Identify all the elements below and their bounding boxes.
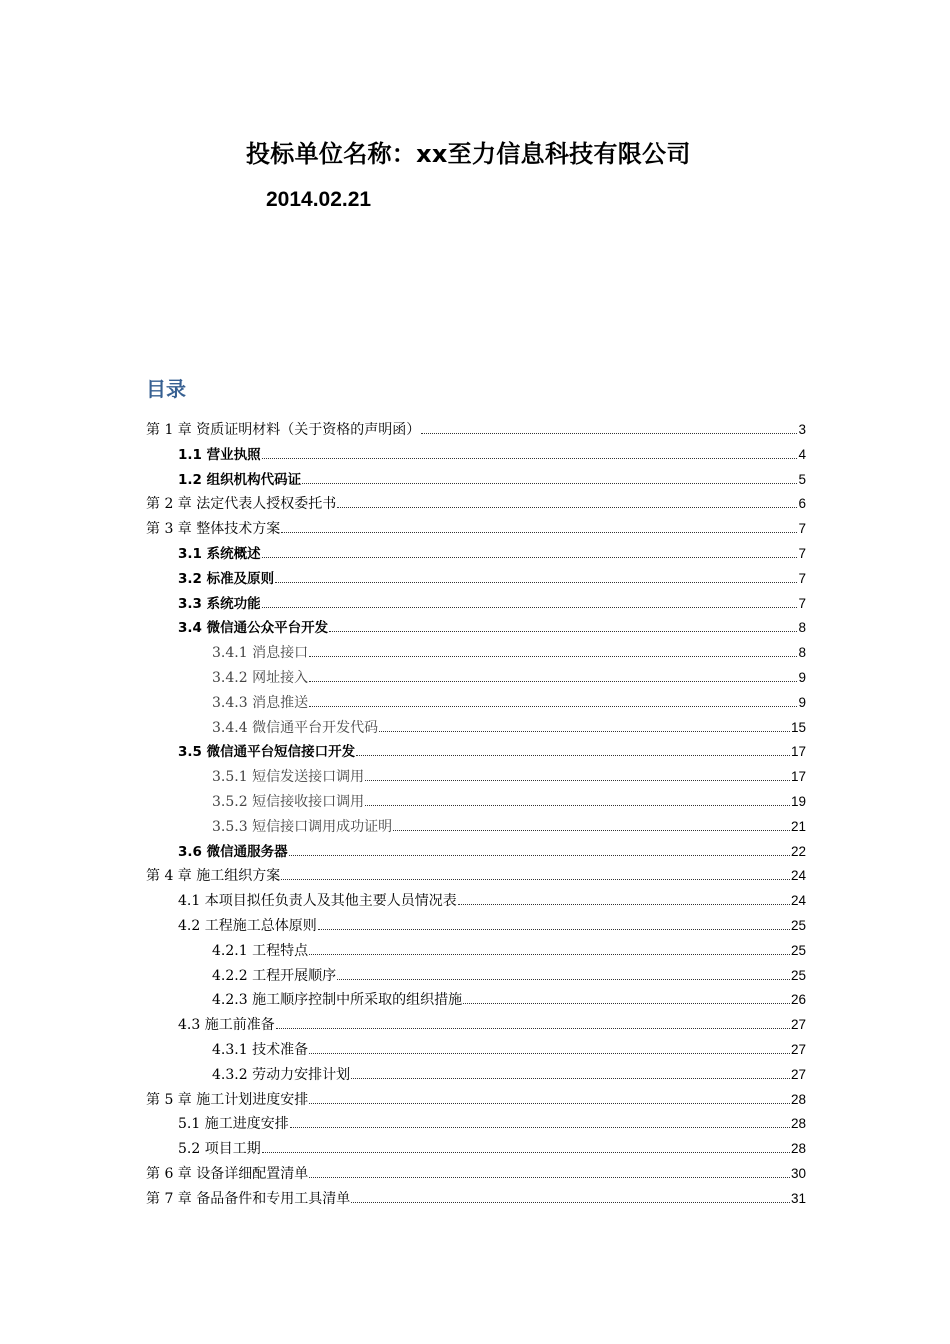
toc-page-number: 9 (798, 694, 806, 710)
toc-dot-leader (262, 590, 798, 608)
toc-dot-leader (281, 515, 797, 533)
toc-entry-title: 5.1 施工进度安排 (178, 1116, 289, 1133)
toc-page-number: 27 (790, 1042, 806, 1057)
toc-entry[interactable] (212, 937, 806, 961)
toc-dot-leader (318, 912, 790, 930)
toc-dot-leader (337, 490, 797, 508)
toc-page-number: 22 (790, 843, 806, 859)
toc-page-number: 25 (790, 942, 806, 958)
toc-dot-leader (309, 1086, 790, 1104)
toc-entry-title: 4.3 施工前准备 (178, 1017, 275, 1034)
toc-page-number: 19 (790, 794, 806, 809)
toc-entry-title: 4.2 工程施工总体原则 (178, 918, 317, 934)
toc-entry[interactable] (212, 689, 806, 713)
toc-page-number: 24 (790, 868, 806, 884)
toc-dot-leader (393, 813, 790, 831)
toc-page-number: 27 (790, 1066, 806, 1082)
toc-page-number: 25 (790, 967, 806, 983)
toc-page-number: 17 (790, 769, 806, 785)
toc-dot-leader (289, 838, 790, 856)
toc-dot-leader (351, 1185, 790, 1203)
toc-dot-leader (421, 416, 797, 434)
toc-entry-title: 第 2 章 法定代表人授权委托书 (146, 496, 337, 513)
toc-entry[interactable] (146, 1086, 806, 1110)
toc-entry[interactable] (146, 416, 806, 440)
toc-entry[interactable] (178, 738, 806, 762)
toc-entry-title: 4.2.2 工程开展顺序 (212, 967, 337, 984)
toc-entry-title: 4.2.1 工程特点 (212, 942, 309, 959)
toc-dot-leader (463, 986, 790, 1004)
toc-entry[interactable] (178, 887, 806, 911)
toc-entry[interactable] (212, 986, 806, 1010)
toc-dot-leader (329, 614, 797, 632)
toc-entry[interactable] (212, 962, 806, 986)
toc-dot-leader (262, 441, 798, 459)
toc-entry-title: 3.4.1 消息接口 (212, 645, 309, 662)
toc-entry-title: 1.1 营业执照 (178, 446, 261, 463)
toc-dot-leader (309, 639, 797, 657)
toc-page-number: 28 (790, 1116, 806, 1132)
toc-entry[interactable] (146, 862, 806, 886)
toc-dot-leader (365, 788, 790, 806)
toc-page-number: 7 (798, 570, 806, 586)
toc-entry[interactable] (146, 490, 806, 514)
toc-page-number: 15 (790, 719, 806, 735)
toc-dot-leader (365, 763, 790, 781)
toc-page-number: 25 (790, 918, 806, 933)
toc-entry-title: 3.4.3 消息推送 (212, 694, 309, 711)
toc-entry[interactable] (212, 763, 806, 787)
toc-page-number: 9 (798, 670, 806, 685)
toc-entry[interactable] (178, 1110, 806, 1134)
toc-dot-leader (281, 862, 790, 880)
toc-entry[interactable] (212, 1061, 806, 1085)
toc-entry[interactable] (212, 813, 806, 837)
toc-entry-title: 3.1 系统概述 (178, 546, 261, 562)
toc-entry[interactable] (178, 466, 806, 490)
toc-entry-title: 第 4 章 施工组织方案 (146, 868, 281, 885)
toc-dot-leader (309, 1036, 790, 1054)
toc-entry-title: 第 6 章 设备详细配置清单 (146, 1166, 309, 1182)
toc-entry-title: 3.4.4 微信通平台开发代码 (212, 719, 379, 736)
toc-dot-leader (302, 466, 797, 484)
toc-entry-title: 3.4 微信通公众平台开发 (178, 620, 329, 637)
toc-page-number: 3 (798, 422, 806, 437)
toc-page-number: 5 (798, 471, 806, 487)
toc-entry-title: 3.5.2 短信接收接口调用 (212, 794, 365, 810)
toc-entry-title: 4.2.3 施工顺序控制中所采取的组织措施 (212, 992, 463, 1009)
toc-entry[interactable] (212, 639, 806, 663)
toc-dot-leader (309, 664, 797, 682)
toc-heading: 目录 (146, 377, 186, 401)
toc-entry-title: 3.4.2 网址接入 (212, 670, 309, 686)
toc-entry[interactable] (178, 838, 806, 862)
toc-page-number: 21 (790, 818, 806, 834)
toc-entry-title: 第 7 章 备品备件和专用工具清单 (146, 1190, 351, 1207)
toc-page-number: 17 (790, 744, 806, 760)
toc-page-number: 4 (798, 446, 806, 462)
toc-entry[interactable] (178, 441, 806, 465)
toc-entry-title: 第 5 章 施工计划进度安排 (146, 1091, 309, 1108)
toc-page-number: 8 (798, 645, 806, 661)
toc-dot-leader (379, 714, 790, 732)
toc-entry-title: 第 1 章 资质证明材料（关于资格的声明函） (146, 422, 421, 438)
toc-page-number: 24 (790, 893, 806, 909)
toc-page-number: 6 (798, 496, 806, 512)
document-date: 2014.02.21 (266, 188, 372, 211)
toc-entry-title: 第 3 章 整体技术方案 (146, 521, 281, 538)
toc-dot-leader (309, 937, 790, 955)
toc-dot-leader (351, 1061, 790, 1079)
toc-entry-title: 4.3.2 劳动力安排计划 (212, 1066, 351, 1083)
toc-entry[interactable] (178, 1135, 806, 1159)
toc-entry[interactable] (178, 565, 806, 589)
toc-entry[interactable] (146, 1185, 806, 1209)
toc-page-number: 7 (798, 595, 806, 611)
toc-dot-leader (458, 887, 790, 905)
toc-page-number: 28 (790, 1141, 806, 1157)
toc-entry-title: 3.3 系统功能 (178, 595, 261, 612)
toc-entry[interactable] (178, 912, 806, 936)
toc-entry[interactable] (178, 1011, 806, 1035)
toc-dot-leader (262, 540, 798, 558)
toc-dot-leader (275, 565, 797, 583)
toc-entry-title: 3.5 微信通平台短信接口开发 (178, 744, 356, 761)
toc-entry-title: 5.2 项目工期 (178, 1141, 261, 1158)
toc-dot-leader (290, 1110, 790, 1128)
toc-page-number: 7 (798, 546, 806, 561)
toc-page-number: 7 (798, 521, 806, 537)
toc-entry-title: 3.5.1 短信发送接口调用 (212, 769, 365, 786)
toc-page-number: 31 (790, 1190, 806, 1206)
toc-entry[interactable] (178, 540, 806, 564)
toc-dot-leader (309, 689, 797, 707)
toc-dot-leader (276, 1011, 790, 1029)
toc-page-number: 28 (790, 1091, 806, 1107)
toc-entry-title: 3.6 微信通服务器 (178, 843, 288, 860)
toc-page-number: 26 (790, 992, 806, 1008)
toc-dot-leader (337, 962, 790, 980)
toc-entry[interactable] (146, 515, 806, 539)
toc-entry[interactable] (178, 590, 806, 614)
toc-entry-title: 1.2 组织机构代码证 (178, 471, 302, 488)
toc-entry-title: 4.1 本项目拟任负责人及其他主要人员情况表 (178, 893, 457, 910)
toc-entry-title: 4.3.1 技术准备 (212, 1042, 309, 1058)
toc-entry[interactable] (212, 1036, 806, 1060)
toc-page-number: 30 (790, 1166, 806, 1181)
toc-entry[interactable] (212, 664, 806, 688)
toc-dot-leader (262, 1135, 790, 1153)
toc-page-number: 8 (798, 620, 806, 636)
toc-entry[interactable] (146, 1160, 806, 1184)
toc-page-number: 27 (790, 1017, 806, 1033)
toc-dot-leader (356, 738, 790, 756)
toc-entry-title: 3.2 标准及原则 (178, 570, 275, 587)
toc-entry[interactable] (212, 714, 806, 738)
toc-dot-leader (309, 1160, 790, 1178)
toc-entry[interactable] (178, 614, 806, 638)
toc-entry[interactable] (212, 788, 806, 812)
bidder-name: 投标单位名称：xx至力信息科技有限公司 (246, 140, 691, 168)
toc-entry-title: 3.5.3 短信接口调用成功证明 (212, 818, 393, 835)
